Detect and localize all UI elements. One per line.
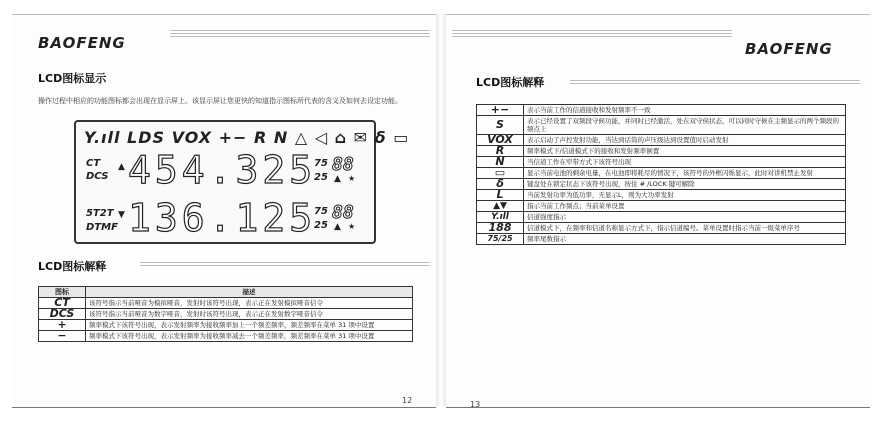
- icon-table-right: [476, 104, 846, 245]
- lcd-icon-row: Y.ıll LDS VOX +− R N △ ◁ ⌂ ✉ δ ▭: [84, 128, 410, 147]
- row-icon: R: [477, 146, 524, 157]
- table-title-left: LCD图标解释: [38, 260, 107, 273]
- book-spine: [436, 14, 446, 406]
- table-row: [477, 146, 846, 157]
- table-row: [477, 105, 846, 116]
- channel-number-icon: 188: [477, 223, 524, 234]
- row-desc: 信道强度指示: [524, 212, 846, 223]
- row-desc: 显示当前电池的剩余电量，在电池即将耗尽的情况下，该符号的外框闪烁显示，此时对讲机禁止发射: [524, 168, 846, 179]
- table-header-row: [39, 287, 413, 298]
- table-row: [39, 320, 413, 331]
- row-desc: 信道模式下，在频率和信道名称显示方式下，指示信道编号。菜单设置时指示当前一级菜单序号: [524, 223, 846, 234]
- title-band-left: [140, 262, 430, 267]
- battery-icon: ▭: [477, 168, 524, 179]
- lcd-channel-a: 88: [332, 154, 354, 175]
- frequency-suffix-icon: 75/25: [477, 234, 524, 245]
- up-down-arrow-icon: ▲▼: [477, 201, 524, 212]
- table-row: [477, 179, 846, 190]
- row-desc: 键盘处在锁定状态下该符号出现，按住 # /LOCK 键可解除: [524, 179, 846, 190]
- lcd-frequency-a: 454.325: [128, 148, 317, 192]
- header-icon: 图标: [39, 287, 86, 298]
- row-icon: +−: [477, 105, 524, 116]
- row-icon: N: [477, 157, 524, 168]
- up-arrow-icon: ▲: [118, 162, 125, 172]
- title-band-right: [570, 80, 860, 85]
- header-band-left: [170, 30, 430, 38]
- table-row: [477, 234, 846, 245]
- header-desc: 描述: [86, 287, 413, 298]
- row-desc: 当信道工作在窄带方式下该符号出现: [524, 157, 846, 168]
- star-icon-b: ★: [348, 222, 356, 231]
- table-row: [39, 298, 413, 309]
- brand-logo-left: BAOFENG: [38, 34, 126, 52]
- signal-strength-icon: Y.ıll: [477, 212, 524, 223]
- row-desc: 频率模式下该符号出现，表示发射频率为接收频率减去一个频差频率，频差频率在菜单 31 项中设置: [86, 331, 413, 342]
- row-desc: 频率模式下该符号出现，表示发射频率为接收频率加上一个频差频率，频差频率在菜单 31 项中设置: [86, 320, 413, 331]
- row-desc: 表示当前工作的信道接收和发射频率不一致: [524, 105, 846, 116]
- row-icon: S: [477, 116, 524, 135]
- down-arrow-icon: ▼: [118, 210, 125, 220]
- table-row: [477, 212, 846, 223]
- table-row: [477, 168, 846, 179]
- star-icon: ★: [348, 174, 356, 183]
- lcd-sub-b-top: 75: [314, 206, 328, 217]
- page-number-left: 12: [402, 396, 413, 405]
- row-icon: VOX: [477, 135, 524, 146]
- small-arrow-icon-b: ▲: [334, 222, 341, 232]
- row-icon: DCS: [39, 309, 86, 320]
- small-arrow-icon: ▲: [334, 174, 341, 184]
- lcd-dcs-label: DCS: [86, 171, 109, 182]
- row-desc: 表示启动了声控发射功能，当达到话筒的声压级达到设置值时启动发射: [524, 135, 846, 146]
- lcd-sub-a-top: 75: [314, 158, 328, 169]
- lcd-display-diagram: [74, 120, 410, 244]
- page-title-left: LCD图标显示: [38, 72, 107, 85]
- table-row: [477, 157, 846, 168]
- brand-logo-right: BAOFENG: [745, 40, 833, 58]
- table-row: [39, 331, 413, 342]
- table-row: [477, 135, 846, 146]
- lcd-frequency-b: 136.125: [128, 196, 317, 240]
- lcd-channel-b: 88: [332, 202, 354, 223]
- row-icon: L: [477, 190, 524, 201]
- row-desc: 该符号指示当前哑音为模拟哑音，发射时该符号出现，表示正在发射模拟哑音信令: [86, 298, 413, 309]
- row-desc: 该符号指示当前哑音为数字哑音，发射时该符号出现，表示正在发射数字哑音信令: [86, 309, 413, 320]
- row-desc: 频率尾数指示: [524, 234, 846, 245]
- intro-text: 操作过程中相应的功能图标都会出现在显示屏上。该显示屏让您更快的知道指示图标所代表的含义及如何去设定功能。: [38, 97, 402, 105]
- row-desc: 指示当前工作频点；当前菜单设置: [524, 201, 846, 212]
- table-row: [477, 223, 846, 234]
- row-icon: +: [39, 320, 86, 331]
- header-band-right: [452, 30, 732, 38]
- row-desc: 当前发射功率为低功率，无显示L，则为大功率发射: [524, 190, 846, 201]
- row-icon: CT: [39, 298, 86, 309]
- lcd-dtmf-label: DTMF: [86, 222, 118, 233]
- page-title-right: LCD图标解释: [476, 76, 545, 89]
- page-number-right: 13: [470, 400, 481, 409]
- row-icon: −: [39, 331, 86, 342]
- key-lock-icon: δ: [477, 179, 524, 190]
- icon-table-left: [38, 286, 413, 342]
- row-desc: 表示已经设置了双频段守候功能，并同时已经激活，处在双守侯状态，可以同时守候在主频显示的两个频段的频点上: [524, 116, 846, 135]
- lcd-sub-a-bottom: 25: [314, 172, 328, 183]
- table-row: [477, 190, 846, 201]
- lcd-tx-label: 5T2T: [86, 208, 114, 219]
- table-row: [477, 116, 846, 135]
- table-row: [39, 309, 413, 320]
- table-row: [477, 201, 846, 212]
- lcd-ct-label: CT: [86, 158, 101, 169]
- row-desc: 频率模式下/信道模式下的接收和发射频率倒置: [524, 146, 846, 157]
- lcd-sub-b-bottom: 25: [314, 220, 328, 231]
